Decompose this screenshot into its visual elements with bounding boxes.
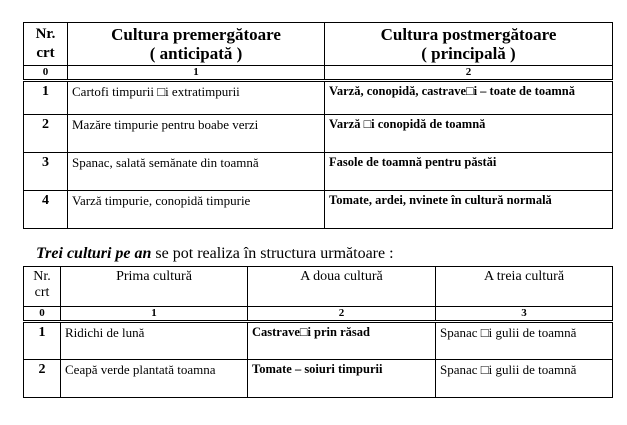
table-row <box>24 115 613 153</box>
post-crop-cell: Fasole de toamnă pentru păstăi <box>325 153 613 191</box>
header-post-sub: ( principală ) <box>421 44 516 63</box>
header-row <box>24 267 613 307</box>
index-cell: 1 <box>61 307 248 322</box>
third-crop-cell: Spanac □i gulii de toamnă <box>436 322 613 360</box>
index-row <box>24 307 613 322</box>
header-nr-crt: Nr. crt <box>24 23 68 66</box>
index-cell: 0 <box>24 307 61 322</box>
row-number: 3 <box>24 153 68 191</box>
intro-emphasis: Trei culturi pe an <box>36 245 152 262</box>
pre-crop-cell: Varză timpurie, conopidă timpurie <box>68 191 325 229</box>
header-a-treia-cultura: A treia cultură <box>436 267 613 307</box>
header-cultura-postmergatoare <box>325 23 613 66</box>
header-nr-crt: Nr. crt <box>24 267 61 307</box>
table-three-crops <box>23 266 613 398</box>
section-intro-text <box>36 245 394 263</box>
post-crop-cell: Tomate, ardei, nvinete în cultură normală <box>325 191 613 229</box>
index-cell: 0 <box>24 66 68 81</box>
table-row <box>24 191 613 229</box>
header-a-doua-cultura: A doua cultură <box>248 267 436 307</box>
second-crop-cell: Castrave□i prin răsad <box>248 322 436 360</box>
row-number: 4 <box>24 191 68 229</box>
post-crop-cell: Varză, conopidă, castrave□i – toate de toamnă <box>325 81 613 115</box>
table-row <box>24 322 613 360</box>
second-crop-cell: Tomate – soiuri timpurii <box>248 360 436 398</box>
index-cell: 2 <box>248 307 436 322</box>
pre-crop-cell: Mazăre timpurie pentru boabe verzi <box>68 115 325 153</box>
pre-crop-cell: Cartofi timpurii □i extratimpurii <box>68 81 325 115</box>
header-pre-title: Cultura premergătoare <box>111 25 281 44</box>
header-cultura-premergatoare <box>68 23 325 66</box>
table-crop-succession <box>23 22 613 229</box>
header-prima-cultura: Prima cultură <box>61 267 248 307</box>
row-number: 1 <box>24 81 68 115</box>
table-row <box>24 81 613 115</box>
index-cell: 1 <box>68 66 325 81</box>
intro-rest: se pot realiza în structura următoare : <box>151 245 394 262</box>
index-row <box>24 66 613 81</box>
first-crop-cell: Ceapă verde plantată toamna <box>61 360 248 398</box>
post-crop-cell: Varză □i conopidă de toamnă <box>325 115 613 153</box>
header-post-title: Cultura postmergătoare <box>380 25 557 44</box>
index-cell: 2 <box>325 66 613 81</box>
index-cell: 3 <box>436 307 613 322</box>
third-crop-cell: Spanac □i gulii de toamnă <box>436 360 613 398</box>
table-row <box>24 360 613 398</box>
first-crop-cell: Ridichi de lună <box>61 322 248 360</box>
header-row <box>24 23 613 66</box>
row-number: 2 <box>24 360 61 398</box>
row-number: 2 <box>24 115 68 153</box>
table-row <box>24 153 613 191</box>
header-pre-sub: ( anticipată ) <box>149 44 243 63</box>
pre-crop-cell: Spanac, salată semănate din toamnă <box>68 153 325 191</box>
row-number: 1 <box>24 322 61 360</box>
